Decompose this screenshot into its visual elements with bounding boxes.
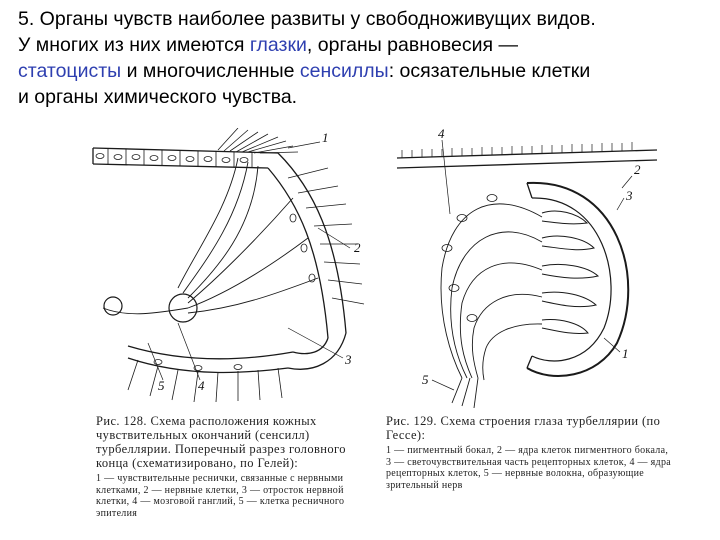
figure-129-drawing — [392, 128, 662, 410]
fig129-label-3: 3 — [626, 188, 633, 203]
text-line-3-mid: и многочисленные — [121, 60, 300, 82]
fig128-label-1: 1 — [322, 130, 329, 145]
line-4 — [18, 84, 708, 110]
figure-129-caption — [386, 414, 676, 491]
fig129-label-5: 5 — [422, 372, 429, 387]
figure-128-caption — [96, 414, 366, 519]
fig129-label-1: 1 — [622, 346, 629, 361]
figure-128-drawing — [88, 128, 376, 410]
link-sensilla[interactable]: сенсиллы — [299, 60, 389, 82]
figure-129 — [392, 128, 662, 410]
line-2 — [18, 32, 708, 58]
fig129-label-4: 4 — [438, 128, 445, 141]
slide-text — [18, 6, 708, 110]
fig128-label-3: 3 — [345, 352, 352, 367]
figure-128-caption-legend: 1 — чувствительные реснички, связанные с нервными клетками, 2 — нервные клетки, 3 — отросток нервной клетки, 4 — мозговой ганглий, 5 — клетка ресничного эпителия — [96, 473, 345, 519]
link-statocysts[interactable]: статоцисты — [18, 60, 122, 82]
figure-129-caption-legend: 1 — пигментный бокал, 2 — ядра клеток пигментного бокала, 3 — светочувствительная часть рецепторных клеток, 4 — ядра рецепторных клеток, 5 — нервные волокна, образующие зрительный нерв — [386, 445, 671, 491]
text-line-1: 5. Органы чувств наиболее развиты у свободноживущих видов. — [18, 8, 596, 30]
text-line-2-end: , органы равновесия — — [306, 34, 518, 56]
fig128-label-4: 4 — [198, 378, 205, 393]
text-line-3-end: : осязательные клетки — [388, 60, 591, 82]
text-line-4: и органы химического чувства. — [18, 86, 298, 108]
text-line-2-start: У многих из них имеются — [18, 34, 250, 56]
fig128-label-2: 2 — [354, 240, 361, 255]
figure-128 — [88, 128, 376, 410]
line-1 — [18, 6, 708, 32]
figure-129-caption-title: Рис. 129. Схема строения глаза турбеллярии (по Гессе): — [386, 414, 661, 442]
link-glazki[interactable]: глазки — [249, 34, 307, 56]
fig129-label-2: 2 — [634, 162, 641, 177]
line-3 — [18, 58, 708, 84]
fig128-label-5: 5 — [158, 378, 165, 393]
figure-128-caption-title: Рис. 128. Схема расположения кожных чувствительных окончаний (сенсилл) турбеллярии. Поперечный разрез головного конца (схематизировано, по Гелей): — [96, 414, 346, 470]
